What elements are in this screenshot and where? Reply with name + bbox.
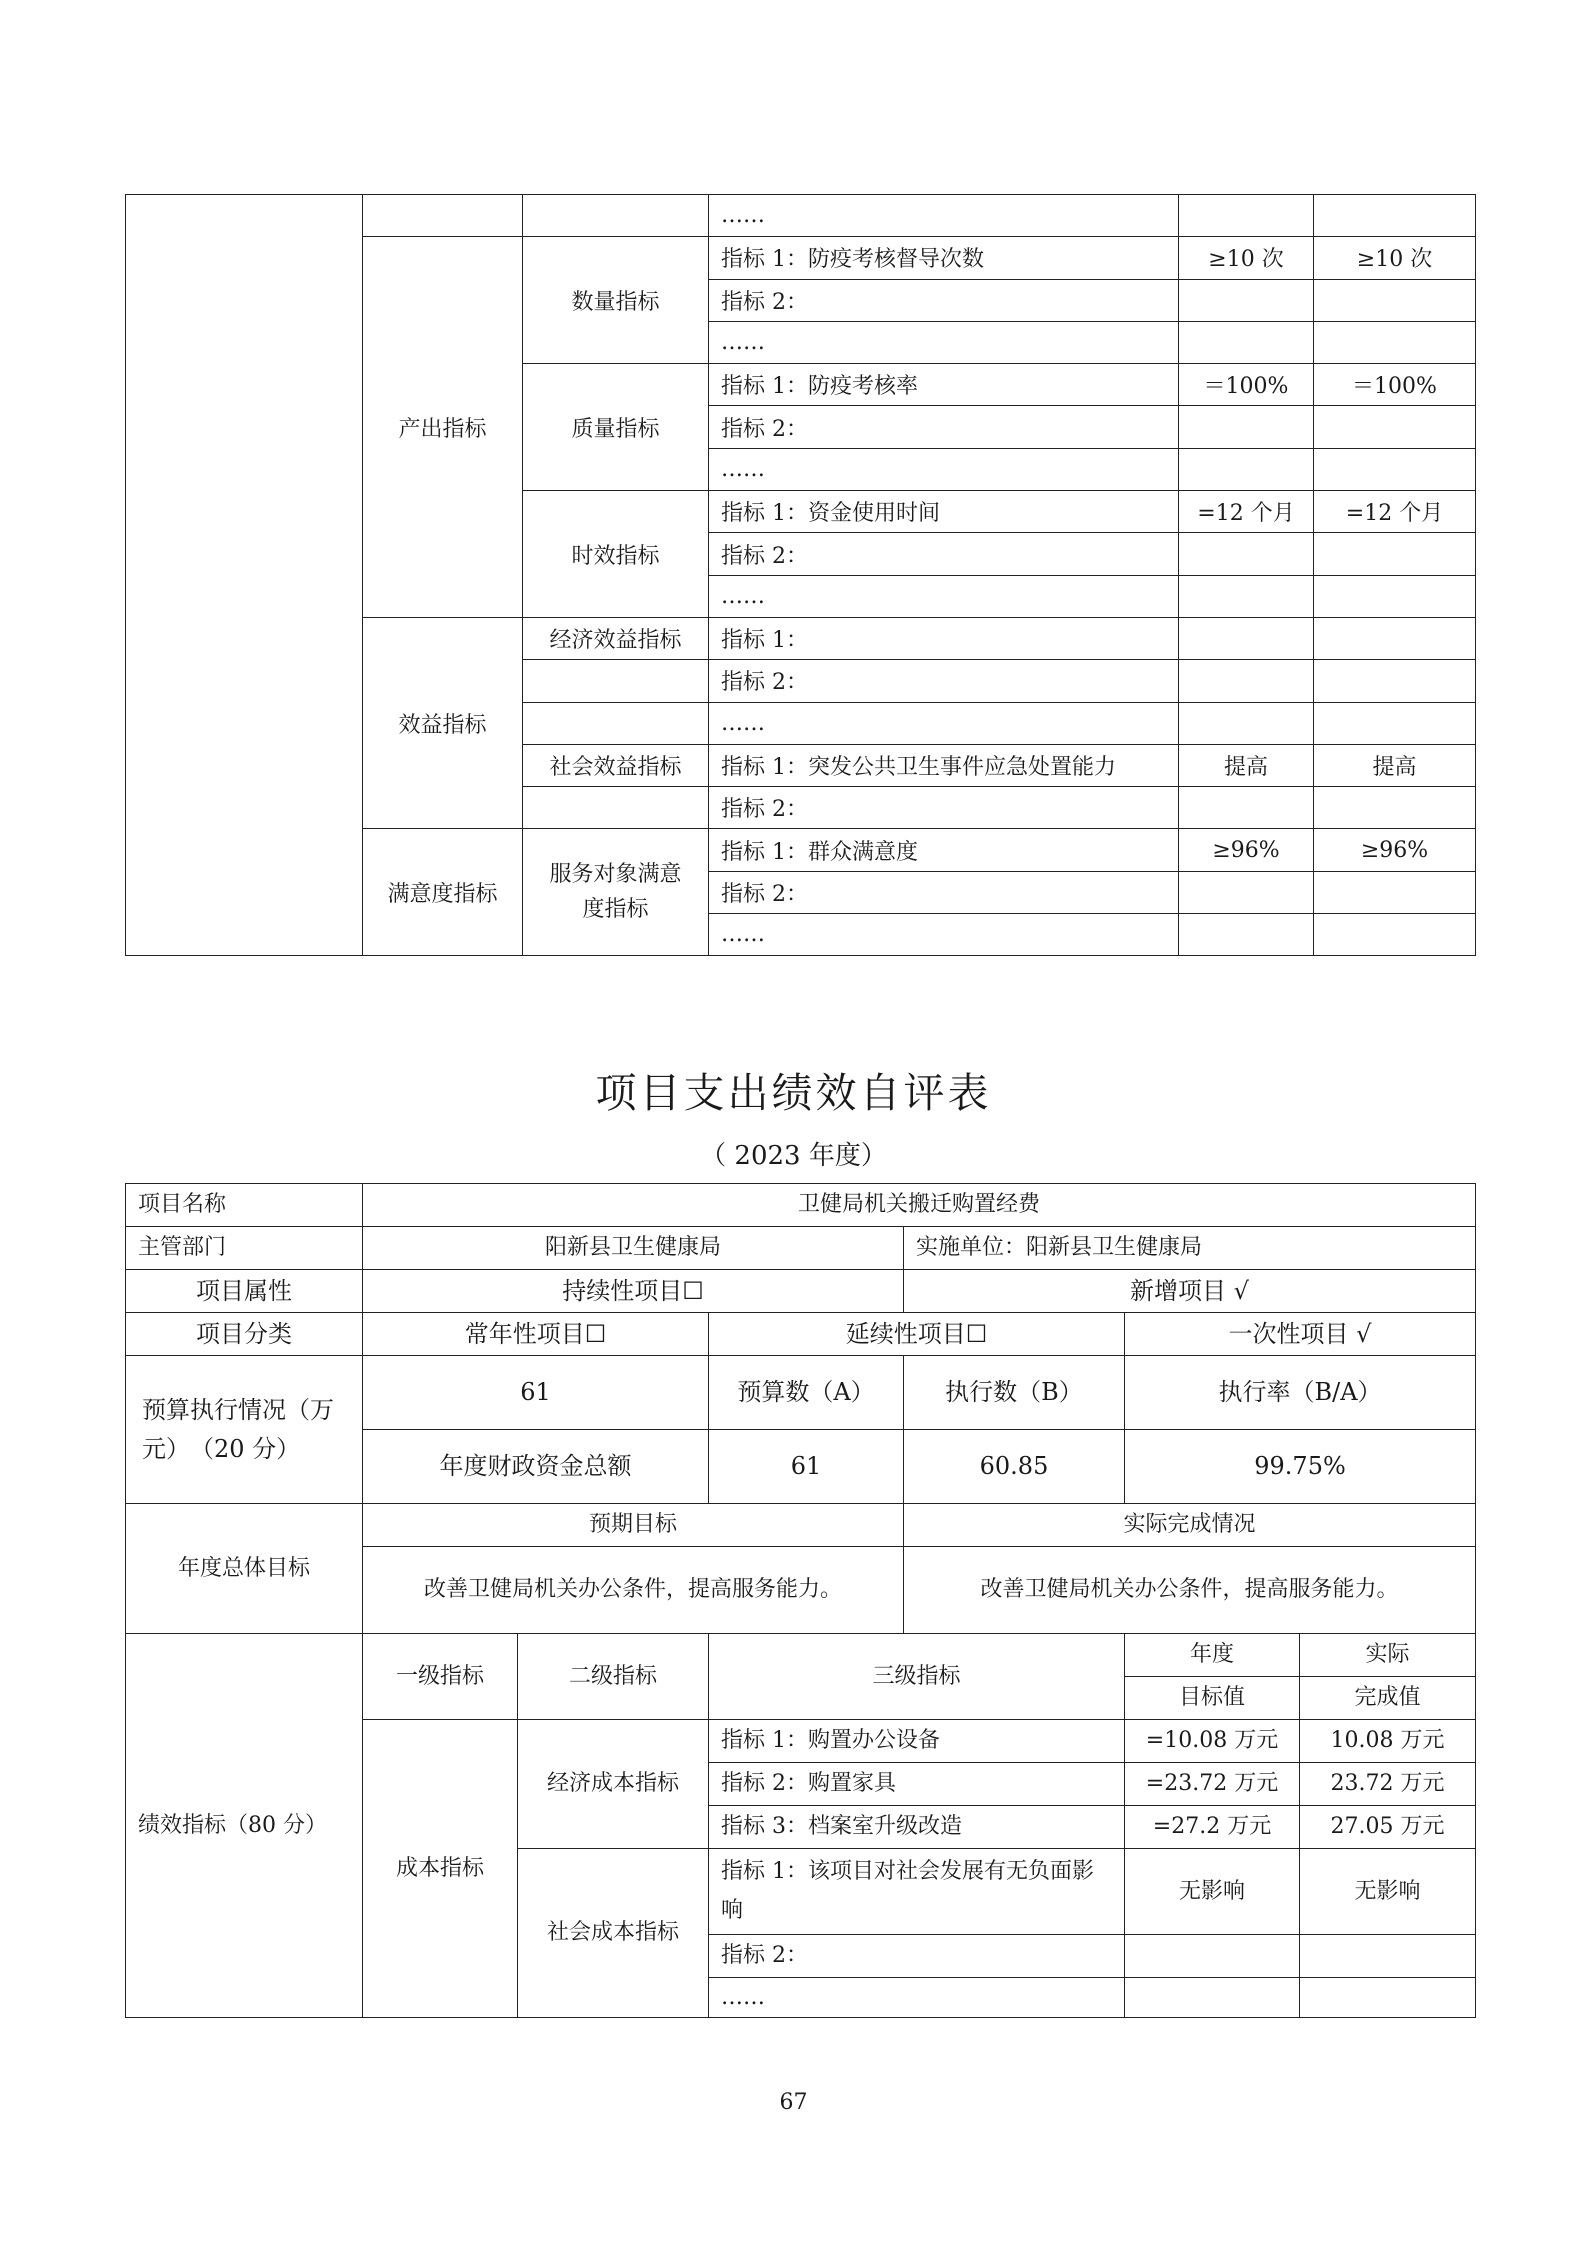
target-value: =23.72 万元 bbox=[1125, 1763, 1300, 1806]
page-subtitle: （ 2023 年度） bbox=[700, 1141, 887, 1171]
execution-rate-header: 执行率（B/A） bbox=[1125, 1356, 1476, 1430]
execution-b-header: 执行数（B） bbox=[904, 1356, 1125, 1430]
timeliness-indicator-label: 时效指标 bbox=[523, 491, 709, 618]
project-name-label: 项目名称 bbox=[126, 1184, 363, 1227]
budget-execution-label: 预算执行情况（万元） （20 分） bbox=[126, 1356, 363, 1504]
annual-goal-label: 年度总体目标 bbox=[126, 1504, 363, 1634]
budget-total: 61 bbox=[363, 1356, 709, 1430]
quantity-indicator-label: 数量指标 bbox=[523, 237, 709, 364]
table-cell: 指标 1：突发公共卫生事件应急处置能力 bbox=[709, 744, 1179, 786]
target-value: =10.08 万元 bbox=[1125, 1720, 1300, 1763]
table-cell: 指标 2： bbox=[709, 787, 1179, 829]
target-value: =27.2 万元 bbox=[1125, 1806, 1300, 1849]
actual-completion-header: 实际完成情况 bbox=[904, 1504, 1476, 1547]
implementing-unit: 实施单位：阳新县卫生健康局 bbox=[904, 1227, 1476, 1270]
dept-label: 主管部门 bbox=[126, 1227, 363, 1270]
execution-b-value: 60.85 bbox=[904, 1430, 1125, 1504]
table-cell: 指标 2： bbox=[709, 279, 1179, 321]
table-cell: …… bbox=[709, 321, 1179, 363]
category-annual: 常年性项目☐ bbox=[363, 1313, 709, 1356]
level1-header: 一级指标 bbox=[363, 1634, 518, 1720]
table-cell: …… bbox=[709, 1978, 1125, 2018]
actual-value: 提高 bbox=[1314, 744, 1476, 786]
category-extended: 延续性项目☐ bbox=[709, 1313, 1125, 1356]
attr-label: 项目属性 bbox=[126, 1270, 363, 1313]
actual-value: =12 个月 bbox=[1314, 491, 1476, 533]
attr-continuing: 持续性项目☐ bbox=[363, 1270, 904, 1313]
actual-header-line1: 实际 bbox=[1300, 1634, 1476, 1677]
actual-value: 27.05 万元 bbox=[1300, 1806, 1476, 1849]
table-cell: …… bbox=[709, 914, 1179, 956]
social-cost-label: 社会成本指标 bbox=[518, 1849, 709, 2018]
table-cell: …… bbox=[709, 575, 1179, 617]
satisfaction-indicator-label: 满意度指标 bbox=[363, 829, 523, 956]
table-cell: …… bbox=[709, 448, 1179, 490]
actual-value: ≥10 次 bbox=[1314, 237, 1476, 279]
target-value: ≥96% bbox=[1179, 829, 1314, 871]
social-benefit-label: 社会效益指标 bbox=[523, 744, 709, 786]
target-value: 提高 bbox=[1179, 744, 1314, 786]
page-number: 67 bbox=[779, 2090, 808, 2115]
table-cell: 指标 1：该项目对社会发展有无负面影响 bbox=[709, 1849, 1125, 1935]
economic-benefit-label: 经济效益指标 bbox=[523, 617, 709, 659]
budget-a-header: 预算数（A） bbox=[709, 1356, 904, 1430]
economic-cost-label: 经济成本指标 bbox=[518, 1720, 709, 1849]
level3-header: 三级指标 bbox=[709, 1634, 1125, 1720]
actual-completion: 改善卫健局机关办公条件，提高服务能力。 bbox=[904, 1547, 1476, 1634]
cost-indicator-label: 成本指标 bbox=[363, 1720, 518, 2018]
target-value: 无影响 bbox=[1125, 1849, 1300, 1935]
table-cell: 指标 2： bbox=[709, 406, 1179, 448]
target-header-line2: 目标值 bbox=[1125, 1677, 1300, 1720]
project-self-evaluation-table bbox=[125, 1183, 1476, 2018]
table-cell: 指标 1：防疫考核率 bbox=[709, 364, 1179, 406]
actual-value: 23.72 万元 bbox=[1300, 1763, 1476, 1806]
table-cell: 指标 2： bbox=[709, 533, 1179, 575]
execution-rate-value: 99.75% bbox=[1125, 1430, 1476, 1504]
project-name: 卫健局机关搬迁购置经费 bbox=[363, 1184, 1476, 1227]
fund-total-label: 年度财政资金总额 bbox=[363, 1430, 709, 1504]
actual-header-line2: 完成值 bbox=[1300, 1677, 1476, 1720]
expected-goal: 改善卫健局机关办公条件，提高服务能力。 bbox=[363, 1547, 904, 1634]
budget-a-value: 61 bbox=[709, 1430, 904, 1504]
table-cell: 指标 2： bbox=[709, 871, 1179, 913]
actual-value: 无影响 bbox=[1300, 1849, 1476, 1935]
actual-value: 10.08 万元 bbox=[1300, 1720, 1476, 1763]
expected-goal-header: 预期目标 bbox=[363, 1504, 904, 1547]
level2-header: 二级指标 bbox=[518, 1634, 709, 1720]
table-cell: 指标 2： bbox=[709, 660, 1179, 702]
performance-indicator-label: 绩效指标（80 分） bbox=[126, 1634, 363, 2018]
attr-new: 新增项目 √ bbox=[904, 1270, 1476, 1313]
table-cell: …… bbox=[709, 702, 1179, 744]
quality-indicator-label: 质量指标 bbox=[523, 364, 709, 491]
service-satisfaction-label: 服务对象满意度指标 bbox=[523, 829, 709, 956]
benefit-indicator-label: 效益指标 bbox=[363, 617, 523, 828]
table-cell: 指标 1：购置办公设备 bbox=[709, 1720, 1125, 1763]
actual-value: ≥96% bbox=[1314, 829, 1476, 871]
actual-value: ＝100% bbox=[1314, 364, 1476, 406]
target-value: ＝100% bbox=[1179, 364, 1314, 406]
table-cell: 指标 2： bbox=[709, 1935, 1125, 1978]
table-cell: 指标 1：防疫考核督导次数 bbox=[709, 237, 1179, 279]
category-label: 项目分类 bbox=[126, 1313, 363, 1356]
table-cell: 指标 2：购置家具 bbox=[709, 1763, 1125, 1806]
table-cell: …… bbox=[709, 195, 1179, 237]
output-indicator-label: 产出指标 bbox=[363, 237, 523, 618]
performance-table-continued bbox=[125, 194, 1476, 956]
table-cell: 指标 1：群众满意度 bbox=[709, 829, 1179, 871]
table-cell: 指标 3：档案室升级改造 bbox=[709, 1806, 1125, 1849]
target-header-line1: 年度 bbox=[1125, 1634, 1300, 1677]
target-value: =12 个月 bbox=[1179, 491, 1314, 533]
target-value: ≥10 次 bbox=[1179, 237, 1314, 279]
dept-value: 阳新县卫生健康局 bbox=[363, 1227, 904, 1270]
page-title: 项目支出绩效自评表 bbox=[595, 1069, 992, 1117]
blank-left-column bbox=[126, 195, 363, 956]
table-cell: 指标 1： bbox=[709, 617, 1179, 659]
category-one-time: 一次性项目 √ bbox=[1125, 1313, 1476, 1356]
table-cell: 指标 1：资金使用时间 bbox=[709, 491, 1179, 533]
